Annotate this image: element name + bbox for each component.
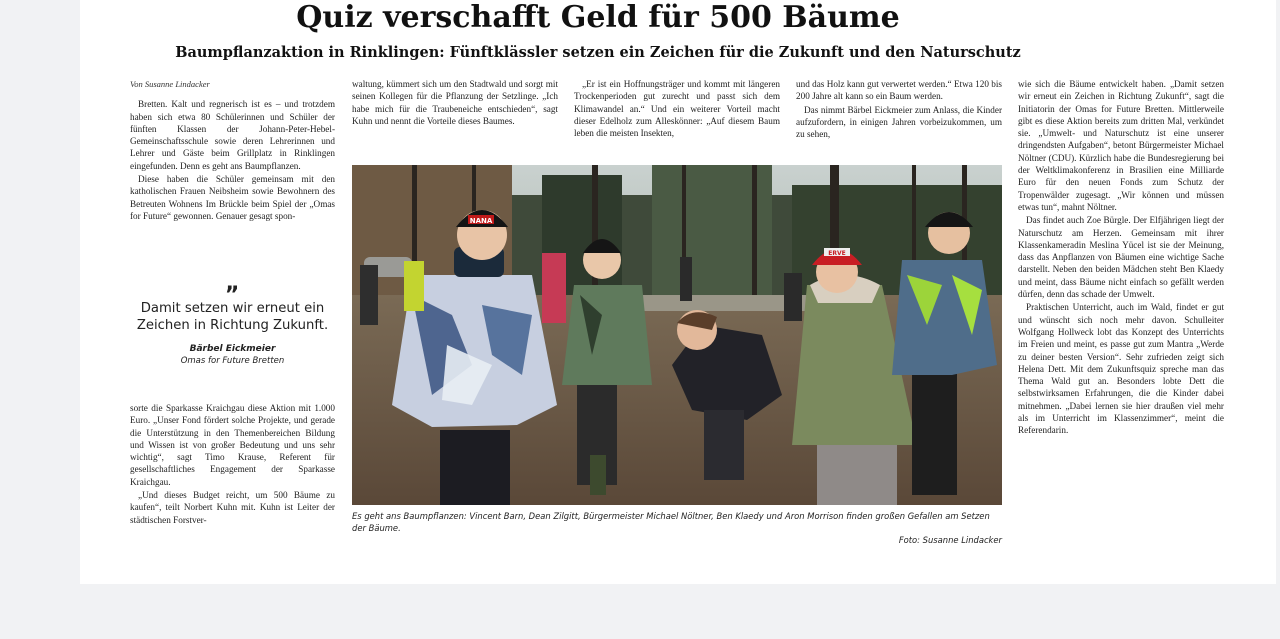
quote-mark: „ <box>225 271 240 296</box>
col4-paragraph: und das Holz kann gut verwertet werden.“ Etwa 120 bis 200 Jahre alt kann so ein Baum werden. <box>796 79 1002 102</box>
caption-text: Es geht ans Baumpflanzen: Vincent Barn, Dean Zilgitt, Bürgermeister Michael Nöltner, Ben Klaedy und Aron Morrison finden großen Gefallen am Setzen der Bäume. <box>352 511 990 533</box>
photo-credit: Foto: Susanne Lindacker <box>898 535 1002 545</box>
hat-label-2: ERVE <box>828 250 846 257</box>
col3-paragraph: „Er ist ein Hoffnungsträger und kommt mit längeren Trockenperioden gut zurecht und passt sich dem Klimawandel an.“ Und ein weiterer Vorteil macht dieser Edelholz zum Alleskönner: „Auf diesem Baum leben die meisten Insekten, <box>574 79 780 139</box>
quote-role: Omas for Future Bretten <box>180 356 285 366</box>
col4-paragraph: Das nimmt Bärbel Eickmeier zum Anlass, die Kinder aufzufordern, in einigen Jahren vorbeizukommen, um zu sehen, <box>796 104 1002 140</box>
column-1-bottom <box>130 402 335 527</box>
quote-text: Damit setzen wir erneut ein Zeichen in Richtung Zukunft. <box>136 301 329 333</box>
pull-quote <box>130 272 335 366</box>
hat-label-1: NANA <box>469 217 493 225</box>
subheadline: Baumpflanzaktion in Rinklingen: Fünftklässler setzen ein Zeichen für die Zukunft und den Naturschutz <box>175 44 1021 61</box>
col5-paragraph: wie sich die Bäume entwickelt haben. „Damit setzen wir erneut ein Zeichen in Richtung Zukunft“, sagt die Initiatorin der Omas for Future Bretten. Mittlerweile gibt es diese Aktion bereits zum dritten Mal, verkündet sie. „Umwelt- und Naturschutz ist eine unserer dringendsten Aufgaben“, betont Bürgermeister Michael Nöltner (CDU). Kürzlich habe die Bundesregierung bei der Weltklimakonferenz in Brasilien eine Milliarde Euro für den neuen Fonds zum Schutz der Tropenwälder zugesagt. „Wir können und müssen etwas tun“, mahnt Nöltner. <box>1018 79 1224 212</box>
article-photo <box>352 165 1002 505</box>
column-1 <box>130 78 335 223</box>
photo-caption <box>352 510 1002 546</box>
col2-paragraph: waltung, kümmert sich um den Stadtwald und sorgt mit seinen Kollegen für die Pflanzung der Setzlinge. „Ich habe mich für die Traubeneiche entschieden“, sagt Kuhn und nennt die Vorteile dieses Baumes. <box>352 79 558 126</box>
column-4 <box>796 78 1002 141</box>
quote-author: Bärbel Eickmeier <box>189 344 276 354</box>
col1-paragraph: „Und dieses Budget reicht, um 500 Bäume zu kaufen“, teilt Norbert Kuhn mit. Kuhn ist Leiter der städtischen Forstver- <box>130 490 335 525</box>
col1-paragraph: Bretten. Kalt und regnerisch ist es – und trotzdem haben sich etwa 80 Schülerinnen und Schüler der fünften Klassen der Johann-Peter-Hebel-Gemeinschaftsschule sowie deren Lehrerinnen und Lehrer und Gäste beim Grillplatz in Rinklingen eingefunden. Denn es geht ans Baumpflanzen. <box>130 99 335 171</box>
byline: Von Susanne Lindacker <box>130 79 210 89</box>
headline: Quiz verschafft Geld für 500 Bäume <box>296 0 900 35</box>
column-2 <box>352 78 558 128</box>
photo-forest-scene <box>352 165 1002 505</box>
col5-paragraph: Das findet auch Zoe Bürgle. Der Elfjährigen liegt der Naturschutz am Herzen. Gemeinsam mit ihrer Klassenkameradin Meslina Yücel ist sie der Meinung, dass das Anpflanzen von Bäumen eine wichtige Sache darstellt. Neben den beiden Mädchen steht Ben Klaedy und meint, dass Bäume nicht einfach so gefällt werden dürfen, denn das schade der Umwelt. <box>1018 215 1224 300</box>
column-3 <box>574 78 780 140</box>
col5-paragraph: Praktischen Unterricht, auch im Wald, findet er gut und wünscht sich noch mehr davon. Schulleiter Wolfgang Hollweck lobt das Konzept des Unterrichts im Freien und meint, es passe gut zum Mantra „Werde zu deiner besten Version“. Sehr zufrieden zeigt sich Helena Dett. Mit dem Zukunftsquiz spreche man das Thema Wald gut an. Besonders lobte Dett die selbstwirksamen Erfahrungen, die die Kinder dabei mitnehmen. „Dabei lernen sie hier draußen viel mehr als im Unterricht im Klassenzimmer“, meint die Referendarin. <box>1018 302 1224 436</box>
col1-paragraph: Diese haben die Schüler gemeinsam mit den katholischen Frauen Neibsheim sowie Bewohnern des Betreuten Wohnens Im Brückle beim Spiel der „Omas for Future“ gewonnen. Genauer gesagt spon- <box>130 174 335 221</box>
col1-paragraph: sorte die Sparkasse Kraichgau diese Aktion mit 1.000 Euro. „Unser Fond fördert solche Projekte, und gerade die Unterstützung in den Themenbereichen Bildung und Wissen ist von großer Bedeutung und uns sehr wichtig“, sagt Timo Krause, Referent für gesellschaftliches Engagement der Sparkasse Kraichgau. <box>130 403 335 487</box>
column-5 <box>1018 78 1224 438</box>
